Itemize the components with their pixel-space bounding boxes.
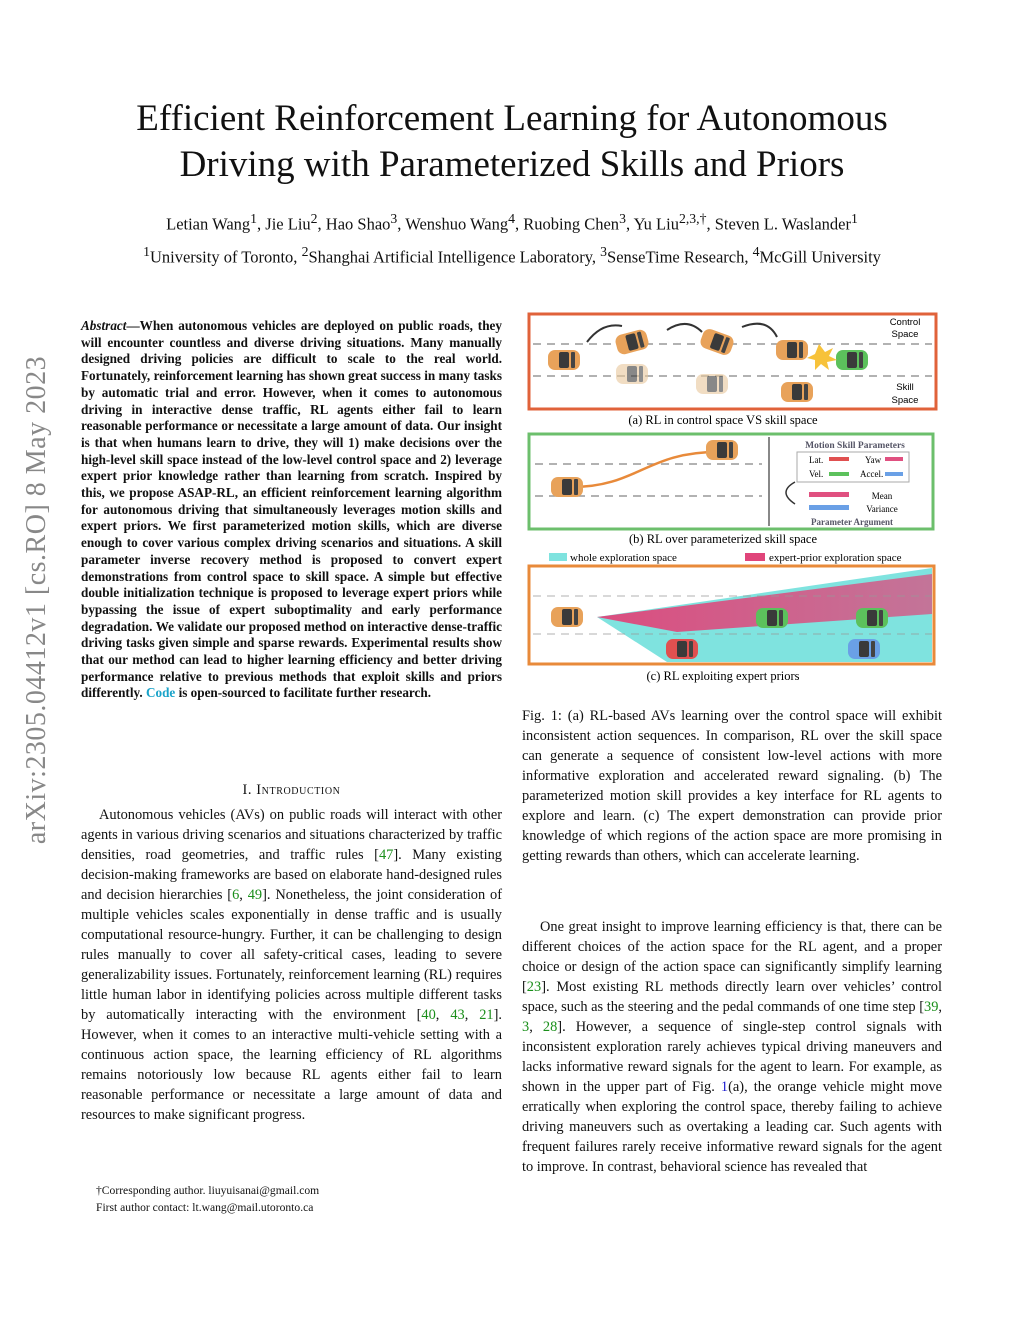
affiliation-mark: 3 xyxy=(600,244,608,259)
ego-car xyxy=(699,327,736,357)
title-line-1: Efficient Reinforcement Learning for Autonomous xyxy=(136,98,888,139)
right-column-text xyxy=(522,917,942,1177)
arxiv-id: arXiv:2305.04412v1 [cs.RO] 8 May 2023 xyxy=(21,355,52,845)
citation-link[interactable]: 6 xyxy=(232,887,240,903)
text-run: ]. Many existing decision-making frameworks are based on elaborate hand-designed rules and decision hierarchies [ xyxy=(81,847,503,903)
author: Letian Wang xyxy=(166,214,251,234)
panel-b-caption: (b) RL over parameterized skill space xyxy=(629,532,817,546)
ego-car xyxy=(551,607,583,627)
ego-car xyxy=(706,440,738,460)
trajectory-arrow xyxy=(667,324,702,332)
citation-link[interactable]: 28 xyxy=(542,1019,558,1035)
panel-c-caption: (c) RL exploiting expert priors xyxy=(646,669,800,683)
citation-link[interactable]: 40 xyxy=(421,1007,436,1023)
red-car xyxy=(666,639,698,659)
param-bar xyxy=(829,472,849,476)
citation-link[interactable]: 23 xyxy=(526,979,542,995)
ego-car xyxy=(614,328,650,356)
param-yaw: Yaw xyxy=(865,455,882,465)
figure-ref-link[interactable]: 1 xyxy=(720,1079,729,1095)
title-line-2: Driving with Parameterized Skills and Priors xyxy=(179,144,845,185)
section-title: Introduction xyxy=(256,782,341,798)
text-run: Autonomous vehicles (AVs) on public roads will interact with other agents in various driving scenarios and situations characterized by traffic densities, road geometries, and traffic rules [ xyxy=(81,807,502,863)
panel-a-frame xyxy=(529,314,936,409)
author: Yu Liu xyxy=(633,214,679,234)
figure-caption: Fig. 1: (a) RL-based AVs learning over the control space will exhibit inconsistent action sequences. In comparison, RL over the skill space can generate a sequence of consistent low-level actions with more informative exploration and accelerated reward signaling. (b) The parameterized motion skill provides a key interface for RL agents to explore and learn. (c) The expert demonstration can provide prior knowledge of which regions of the action space are more promising in getting rewards than others, which can accelerate learning. xyxy=(522,708,942,864)
text-run: ]. However, when it comes to an interactive multi-vehicle setting with a continuous action space, the learning efficiency of RL algorithms remains notoriously low because RL agents either fail to learn reasonable performance or necessitate a large amount of data and resources to make significant progress. xyxy=(81,1007,502,1123)
citation-link[interactable]: 47 xyxy=(378,847,394,863)
author-mark: 3 xyxy=(619,211,626,226)
panel-a-caption: (a) RL in control space VS skill space xyxy=(628,413,818,427)
author: Ruobing Chen xyxy=(523,214,620,234)
collision-icon xyxy=(807,344,837,370)
green-car xyxy=(756,608,788,628)
label-control: Control xyxy=(889,317,921,328)
affiliation: SenseTime Research, xyxy=(607,247,749,267)
legend-expert: expert-prior exploration space xyxy=(769,552,902,564)
blue-car xyxy=(848,639,880,659)
figure-1 xyxy=(527,312,939,690)
legend-whole: whole exploration space xyxy=(570,552,677,564)
section-number: I. xyxy=(242,782,253,798)
author-mark: 1 xyxy=(250,211,258,226)
label-mean: Mean xyxy=(871,491,893,501)
abstract-body: —When autonomous vehicles are deployed on public roads, they will encounter countless and diverse driving situations. Many manually designed driving policies are difficult to scale to the real world. Fortunately, reinforcement learning has shown great success in many tasks by automatic trial and error. However, when it comes to autonomous driving in interactive dense traffic, RL agents either fail to learn reasonable performance or necessitate a large amount of data. Our insight is that when humans learn to drive, they will 1) make decisions over the high-level skill space instead of the low-level control space and 2) leverage expert prior knowledge rather than learning from scratch. Inspired by this, we propose ASAP-RL, an efficient reinforcement learning algorithm for autonomous driving that simultaneously leverages motion skills and expert priors. We first parameterized motion skills, which are diverse enough to cover various complex driving scenarios and situations. A skill parameter inverse recovery method is proposed to convert expert demonstrations from control space to skill space. A simple but effective double initialization technique is proposed to leverage expert priors while bypassing the issue of expert suboptimality and early performance degradation. We validate our proposed method on interactive dense-traffic driving tasks given simple and sparse rewards. Experimental results show that our method can lead to higher learning efficiency and better driving performance relative to previous methods that exploit skills and priors differently. xyxy=(81,318,502,701)
abstract-tail: is open-sourced to facilitate further research. xyxy=(175,685,432,701)
paper-title xyxy=(0,96,1024,188)
text-run: One great insight to improve learning efficiency is that, there can be different choices of the action space for the RL agent, and a proper choice or design of the action space can significantly simplify learning [ xyxy=(522,919,942,995)
code-link[interactable]: Code xyxy=(145,685,176,701)
text-run: ]. Most existing RL methods directly learn over vehicles’ control space, such as the steering and the pedal commands of one time step [ xyxy=(522,979,942,1015)
params-title: Motion Skill Parameters xyxy=(805,441,905,451)
label-control: Space xyxy=(891,329,919,340)
intro-text xyxy=(81,805,502,1125)
legend-expert-swatch xyxy=(745,553,765,561)
section-heading xyxy=(81,782,502,799)
footnote-corresponding: †Corresponding author. liuyuisanai@gmail.com xyxy=(96,1184,320,1197)
citation-link[interactable]: 43 xyxy=(450,1007,465,1023)
param-lat: Lat. xyxy=(809,455,824,465)
param-argument-title: Parameter Argument xyxy=(810,517,894,527)
label-variance: Variance xyxy=(866,504,898,514)
green-car xyxy=(856,608,888,628)
mean-bar xyxy=(809,492,849,497)
author-mark: 3 xyxy=(390,211,398,226)
footnote-first-author: First author contact: lt.wang@mail.utoronto.ca xyxy=(96,1201,314,1214)
arrow xyxy=(786,482,795,504)
author-mark: 4 xyxy=(508,211,516,226)
right-paragraph: One great insight to improve learning efficiency is that, there can be different choices of the action space for the RL agent, and a proper choice or design of the action space can significantly simplify learning [23]. Most existing RL methods directly learn over vehicles’ control space, such as the steering and the pedal commands of one time step [39, 3, 28]. However, a sequence of single-step control signals with inconsistent exploration rarely achieves typical driving maneuvers and lacks informative reward signals for the agent to learn. For example, as shown in the upper part of Fig. 1(a), the orange vehicle might move erratically when exploring the control space, thereby failing to achieve driving maneuvers such as overtaking a leading car. Such agents with frequent failures rarely receive informative reward signals for the agent to improve. In contrast, behavioral science has revealed that xyxy=(522,919,943,1175)
author: Steven L. Waslander xyxy=(714,214,851,234)
ego-car xyxy=(548,350,580,370)
citation-link[interactable]: 3 xyxy=(522,1019,530,1035)
footnotes xyxy=(96,1182,516,1216)
author: Hao Shao xyxy=(325,214,391,234)
affiliation-mark: 1 xyxy=(143,244,150,259)
author: Jie Liu xyxy=(265,214,311,234)
author-list: Letian Wang$^1$, Jie Liu$^2$, Hao Shao$^3$, Wenshuo Wang$^4$, Ruobing Chen$^3$, Yu Liu$^{2,3,\dagger}$, Steven L. Waslander$^1$ xyxy=(166,211,858,234)
param-bar xyxy=(885,457,903,461)
label-skill: Skill xyxy=(896,382,914,393)
abstract-label: Abstract xyxy=(81,318,127,333)
text-run: (a), the orange vehicle might move erratically when exploring the control space, thereby failing to achieve driving maneuvers such as overtaking a leading car. Such agents with frequent failures rarely receive informative reward signals for the agent to improve. In contrast, behavioral science has revealed that xyxy=(522,1079,942,1175)
param-accel: Accel. xyxy=(860,469,884,479)
arxiv-stamp xyxy=(2,260,72,940)
citation-link[interactable]: 39 xyxy=(924,999,939,1015)
ghost-car xyxy=(616,364,648,384)
affiliation-mark: 2 xyxy=(301,244,309,259)
text-run: ]. However, a sequence of single-step control signals with inconsistent exploration rarely achieves typical driving maneuvers and lacks informative reward signals for the agent to learn. For example, as shown in the upper part of Fig. xyxy=(522,1019,942,1095)
param-bar xyxy=(829,457,849,461)
param-bar xyxy=(885,472,903,476)
abstract xyxy=(81,318,502,702)
author-mark: 2 xyxy=(310,211,318,226)
author-mark: 1 xyxy=(851,211,858,226)
citation-link[interactable]: 49 xyxy=(247,887,263,903)
ego-car xyxy=(776,340,808,360)
ghost-car xyxy=(696,374,728,394)
ego-car xyxy=(781,382,813,402)
label-skill: Space xyxy=(891,395,919,406)
trajectory-arrow xyxy=(742,324,777,337)
ego-car xyxy=(551,477,583,497)
affiliation: University of Toronto, xyxy=(149,247,298,267)
affiliation: Shanghai Artificial Intelligence Laboratory, xyxy=(308,247,597,267)
text-run: ]. Nonetheless, the joint consideration of multiple vehicles scales exponentially in dense traffic and is usually computational resource-hungry. Further, it can be challenging to design rules manually to cover all safety-critical cases, leading to severe generalizability issues. Fortunately, reinforcement learning (RL) requires little human labor in identifying policies across multiple different tasks by automatically interacting with the environment [ xyxy=(81,887,502,1023)
intro-paragraph: Autonomous vehicles (AVs) on public roads will interact with other agents in various driving scenarios and situations characterized by traffic densities, road geometries, and traffic rules [47]. Many existing decision-making frameworks are based on elaborate hand-designed rules and decision hierarchies [6, 49]. Nonetheless, the joint consideration of multiple vehicles scales exponentially in dense traffic and is usually computational resource-hungry. Further, it can be challenging to design rules manually to cover all safety-critical cases, leading to severe generalizability issues. Fortunately, reinforcement learning (RL) requires little human labor in identifying policies across multiple different tasks by automatically interacting with the environment [40, 43, 21]. However, when it comes to an interactive multi-vehicle setting with a continuous action space, the learning efficiency of RL algorithms remains notoriously low because RL agents either fail to learn reasonable performance or necessitate a large amount of data and resources to make significant progress. xyxy=(81,807,503,1123)
affiliation-mark: 4 xyxy=(752,244,760,259)
author: Wenshuo Wang xyxy=(405,214,509,234)
legend-whole-swatch xyxy=(549,553,567,561)
skill-trajectory xyxy=(572,452,717,487)
affiliation-list xyxy=(0,244,1024,268)
citation-link[interactable]: 21 xyxy=(479,1007,494,1023)
affiliation: McGill University xyxy=(759,247,881,267)
leading-car xyxy=(836,350,868,370)
variance-bar xyxy=(809,505,849,510)
author-mark: 2,3,† xyxy=(678,211,707,226)
param-vel: Vel. xyxy=(809,469,824,479)
